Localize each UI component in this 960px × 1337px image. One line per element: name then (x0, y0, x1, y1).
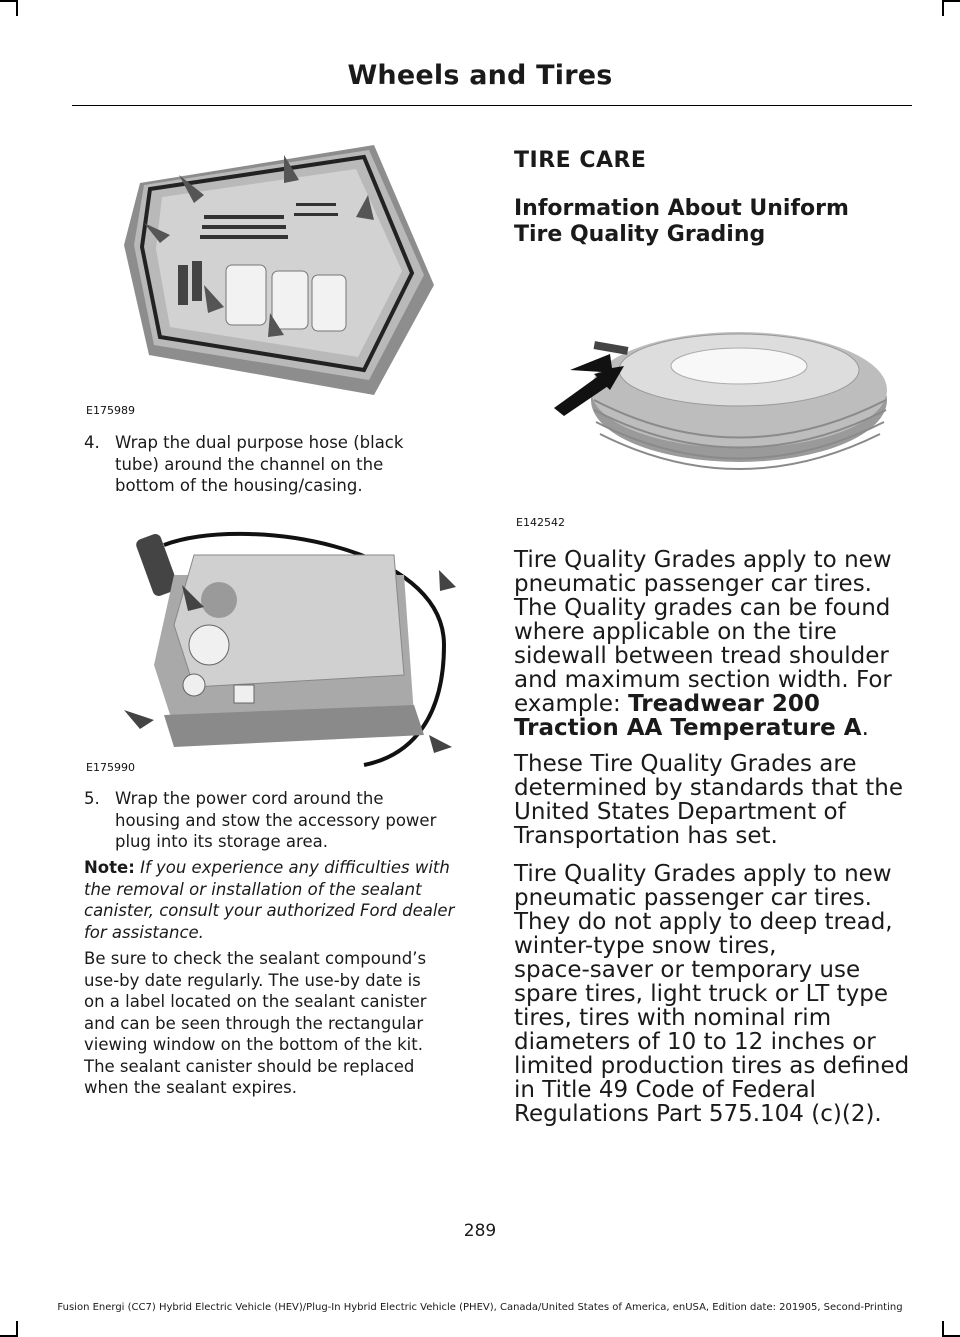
paragraph-line: Tire Quality Grades apply to new (514, 547, 892, 573)
paragraph-line: pneumatic passenger car tires. (514, 571, 872, 597)
paragraph-line: tires, tires with nominal rim (514, 1005, 832, 1031)
paragraph-line: winter-type snow tires, (514, 933, 777, 959)
step-5 (84, 788, 484, 854)
figure-tire (514, 290, 914, 528)
step-text-line: Wrap the dual purpose hose (black (115, 433, 404, 452)
subsection-title (514, 196, 914, 248)
paragraph-line: United States Department of (514, 799, 846, 825)
tire-grades-paragraph-1 (514, 548, 914, 740)
example-prefix: example: (514, 691, 629, 717)
paragraph-line: Tire Quality Grades apply to new (514, 861, 892, 887)
paragraph-line: determined by standards that the (514, 775, 904, 801)
paragraph-line: spare tires, light truck or LT type (514, 981, 889, 1007)
figure-code: E175989 (86, 404, 135, 417)
note-label: Note: (84, 858, 135, 877)
footer-text: Fusion Energi (CC7) Hybrid Electric Vehicle (HEV)/Plug-In Hybrid Electric Vehicle (PHEV), Canada/United States of America, enUSA, Edition date: 201905, Second-Printing (57, 1302, 903, 1313)
crop-mark (0, 0, 16, 2)
paragraph-line: pneumatic passenger car tires. (514, 885, 872, 911)
header-rule (72, 105, 912, 106)
step-4 (84, 432, 484, 498)
tire-grades-paragraph-2 (514, 752, 914, 848)
paragraph-line: Be sure to check the sealant compound’s (84, 949, 427, 968)
paragraph-line: diameters of 10 to 12 inches or (514, 1029, 876, 1055)
crop-mark (944, 0, 960, 2)
tire-illustration (514, 290, 914, 528)
figure-code: E175990 (86, 761, 135, 774)
paragraph-line: use-by date regularly. The use-by date is (84, 970, 421, 990)
step-text-line: Wrap the power cord around the (115, 789, 384, 808)
figure-kit-bottom (84, 125, 458, 415)
note-text: If you experience any difficulties with (140, 858, 450, 877)
note-text-line: for assistance. (84, 922, 204, 942)
step-text-line: bottom of the housing/casing. (115, 476, 363, 495)
paragraph-line: where applicable on the tire (514, 619, 837, 645)
paragraph-line: limited production tires as defined (514, 1053, 910, 1079)
crop-mark (16, 0, 18, 16)
figure-code: E142542 (516, 516, 565, 529)
section-title: TIRE CARE (514, 148, 647, 173)
paragraph-line: The sealant canister should be replaced (84, 1056, 415, 1076)
step-text-line: plug into its storage area. (115, 832, 328, 851)
compressor-illustration (84, 515, 474, 771)
step-number: 5. (84, 789, 100, 808)
paragraph-line: and maximum section width. For (514, 667, 892, 693)
paragraph-line: in Title 49 Code of Federal (514, 1077, 816, 1103)
page-header-title: Wheels and Tires (347, 60, 613, 91)
crop-mark (942, 0, 944, 16)
note-text-line: the removal or installation of the sealant (84, 879, 422, 899)
subsection-title-line: Tire Quality Grading (514, 222, 766, 247)
note-text-line: canister, consult your authorized Ford dealer (84, 901, 455, 920)
paragraph-line: Transportation has set. (514, 823, 778, 849)
step-text-line: housing and stow the accessory power (115, 810, 437, 830)
paragraph-line: viewing window on the bottom of the kit. (84, 1035, 423, 1054)
example-suffix: . (861, 715, 869, 741)
example-bold: Traction AA Temperature A (514, 715, 862, 741)
sealant-paragraph (84, 948, 484, 1099)
subsection-title-line: Information About Uniform (514, 196, 849, 221)
tire-grades-paragraph-3 (514, 862, 914, 1126)
kit-bottom-illustration (84, 125, 458, 415)
paragraph-line: on a label located on the sealant canister (84, 992, 427, 1011)
note (84, 857, 484, 943)
paragraph-line: These Tire Quality Grades are (514, 751, 857, 777)
step-text-line: tube) around the channel on the (115, 454, 384, 474)
step-number: 4. (84, 433, 100, 452)
paragraph-line: They do not apply to deep tread, (514, 909, 893, 935)
paragraph-line: sidewall between tread shoulder (514, 643, 889, 669)
crop-mark (16, 1321, 18, 1337)
paragraph-line: Regulations Part 575.104 (c)(2). (514, 1101, 882, 1127)
crop-mark (942, 1321, 944, 1337)
paragraph-line: The Quality grades can be found (514, 595, 891, 621)
figure-compressor (84, 515, 474, 774)
paragraph-line: and can be seen through the rectangular (84, 1013, 424, 1033)
page-number: 289 (463, 1221, 497, 1241)
paragraph-line: when the sealant expires. (84, 1078, 297, 1097)
paragraph-line: space-saver or temporary use (514, 957, 861, 983)
example-bold: Treadwear 200 (628, 691, 820, 717)
